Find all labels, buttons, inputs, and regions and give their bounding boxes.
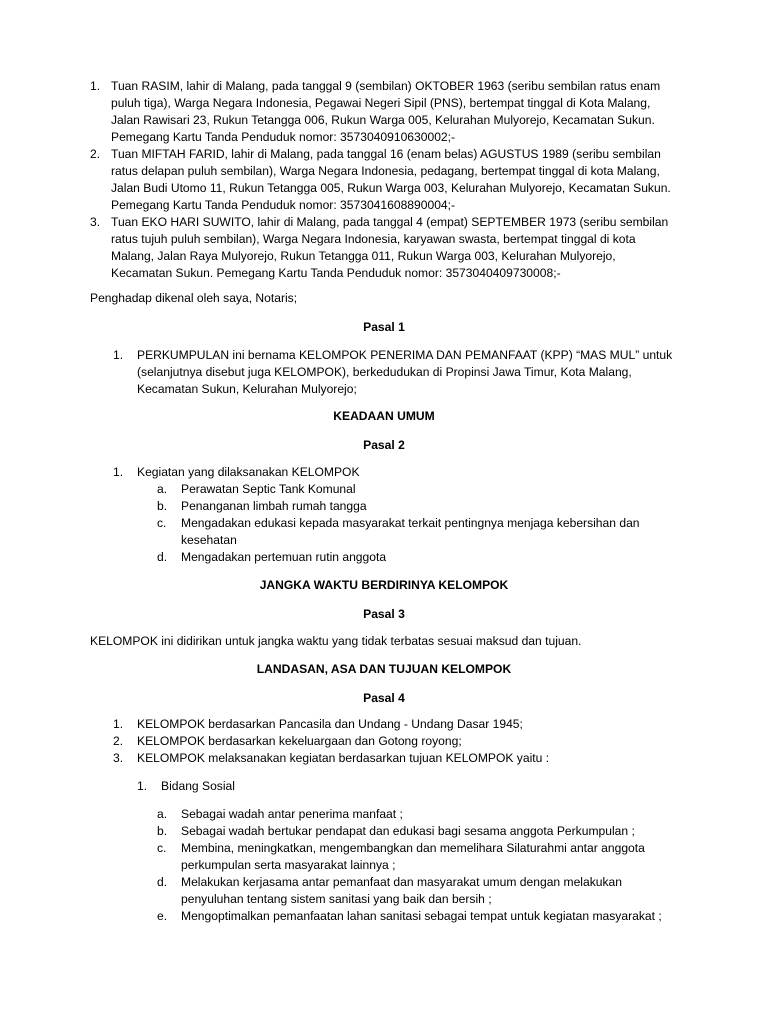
party-item — [90, 214, 680, 282]
list-number: 3. — [90, 215, 101, 229]
list-letter: a. — [157, 807, 168, 821]
list-text: KELOMPOK melaksanakan kegiatan berdasarkan tujuan KELOMPOK yaitu : — [137, 751, 550, 765]
sublist-item — [157, 481, 672, 498]
pasal-2-title: Pasal 2 — [363, 438, 405, 452]
sublist-item — [157, 549, 672, 566]
list-item — [113, 464, 673, 481]
sublist-item — [157, 823, 672, 840]
list-item — [113, 347, 673, 398]
sublist-text: Sebagai wadah bertukar pendapat dan edukasi bagi sesama anggota Perkumpulan ; — [181, 824, 635, 838]
list-letter: a. — [157, 482, 168, 496]
sublist-text: Mengadakan pertemuan rutin anggota — [181, 550, 387, 564]
pasal-3-title: Pasal 3 — [363, 607, 405, 621]
party-item — [90, 78, 680, 146]
list-text: KELOMPOK berdasarkan kekeluargaan dan Gotong royong; — [137, 734, 462, 748]
sublist-item — [157, 515, 672, 549]
section-heading: JANGKA WAKTU BERDIRINYA KELOMPOK — [259, 578, 509, 592]
party-text: Tuan MIFTAH FARID, lahir di Malang, pada tanggal 16 (enam belas) AGUSTUS 1989 (seribu sembilan ratus delapan puluh sembilan), Warga Negara Indonesia, pedagang, bertempat tinggal di kota Malang, Jalan Budi Utomo 11, Rukun Tetangga 005, Rukun Warga 003, Kelurahan Mulyorejo, Kecamatan Sukun. Pemegang Kartu Tanda Penduduk nomor: 3573041608890004;- — [111, 147, 671, 212]
list-text: Bidang Sosial — [161, 779, 235, 793]
list-number: 2. — [90, 147, 101, 161]
list-text: KELOMPOK berdasarkan Pancasila dan Undang - Undang Dasar 1945; — [137, 717, 523, 731]
pasal-1-list — [113, 347, 673, 398]
list-item — [113, 750, 673, 767]
list-letter: d. — [157, 875, 168, 889]
sublist-item — [157, 908, 672, 925]
list-item — [137, 778, 677, 795]
sublist-item — [157, 806, 672, 823]
pasal-1-title: Pasal 1 — [363, 320, 405, 334]
list-letter: d. — [157, 550, 168, 564]
sublist-text: Membina, meningkatkan, mengembangkan dan memelihara Silaturahmi antar anggota perkumpulan serta masyarakat lainnya ; — [181, 841, 645, 872]
pasal-4-title: Pasal 4 — [363, 691, 405, 705]
pasal-3-paragraph: KELOMPOK ini didirikan untuk jangka waktu yang tidak terbatas sesuai maksud dan tujuan. — [90, 634, 582, 648]
list-text: PERKUMPULAN ini bernama KELOMPOK PENERIMA DAN PEMANFAAT (KPP) “MAS MUL” untuk (selanjutnya disebut juga KELOMPOK), berkedudukan di Propinsi Jawa Timur, Kota Malang, Kecamatan Sukun, Kelurahan Mulyorejo; — [137, 348, 673, 396]
sublist-text: Perawatan Septic Tank Komunal — [181, 482, 356, 496]
list-number: 1. — [90, 79, 101, 93]
pasal-2-sublist — [157, 481, 672, 566]
list-number: 1. — [113, 348, 124, 362]
list-item — [113, 733, 673, 750]
section-heading: LANDASAN, ASA DAN TUJUAN KELOMPOK — [256, 662, 512, 676]
bidang-sublist — [157, 806, 672, 925]
sublist-text: Melakukan kerjasama antar pemanfaat dan masyarakat umum dengan melakukan penyuluhan tentang sistem sanitasi yang baik dan bersih ; — [181, 875, 622, 906]
list-letter: e. — [157, 909, 168, 923]
list-number: 2. — [113, 734, 124, 748]
party-item — [90, 146, 680, 214]
list-letter: b. — [157, 499, 168, 513]
parties-list — [90, 78, 680, 282]
sublist-text: Sebagai wadah antar penerima manfaat ; — [181, 807, 403, 821]
sublist-text: Mengoptimalkan pemanfaatan lahan sanitasi sebagai tempat untuk kegiatan masyarakat ; — [181, 909, 662, 923]
bidang-list — [137, 778, 677, 795]
list-text: Kegiatan yang dilaksanakan KELOMPOK — [137, 465, 360, 479]
sublist-item — [157, 840, 672, 874]
list-number: 3. — [113, 751, 124, 765]
list-letter: c. — [157, 841, 167, 855]
list-number: 1. — [137, 779, 148, 793]
pasal-2-list — [113, 464, 673, 481]
sublist-item — [157, 498, 672, 515]
intro-paragraph: Penghadap dikenal oleh saya, Notaris; — [90, 291, 298, 305]
list-number: 1. — [113, 465, 124, 479]
section-heading: KEADAAN UMUM — [333, 409, 435, 423]
pasal-4-list — [113, 716, 673, 767]
list-letter: b. — [157, 824, 168, 838]
sublist-text: Penanganan limbah rumah tangga — [181, 499, 367, 513]
sublist-item — [157, 874, 672, 908]
list-number: 1. — [113, 717, 124, 731]
party-text: Tuan EKO HARI SUWITO, lahir di Malang, pada tanggal 4 (empat) SEPTEMBER 1973 (seribu sembilan ratus tujuh puluh sembilan), Warga Negara Indonesia, karyawan swasta, bertempat tinggal di kota Malang, Jalan Raya Mulyorejo, Rukun Tetangga 011, Rukun Warga 003, Kelurahan Mulyorejo, Kecamatan Sukun. Pemegang Kartu Tanda Penduduk nomor: 3573040409730008;- — [111, 215, 669, 280]
party-text: Tuan RASIM, lahir di Malang, pada tanggal 9 (sembilan) OKTOBER 1963 (seribu sembilan ratus enam puluh tiga), Warga Negara Indonesia, Pegawai Negeri Sipil (PNS), bertempat tinggal di Kota Malang, Jalan Rawisari 23, Rukun Tetangga 006, Rukun Warga 005, Kelurahan Mulyorejo, Kecamatan Sukun. Pemegang Kartu Tanda Penduduk nomor: 3573040910630002;- — [111, 79, 661, 144]
list-letter: c. — [157, 516, 167, 530]
sublist-text: Mengadakan edukasi kepada masyarakat terkait pentingnya menjaga kebersihan dan kesehatan — [181, 516, 640, 547]
list-item — [113, 716, 673, 733]
